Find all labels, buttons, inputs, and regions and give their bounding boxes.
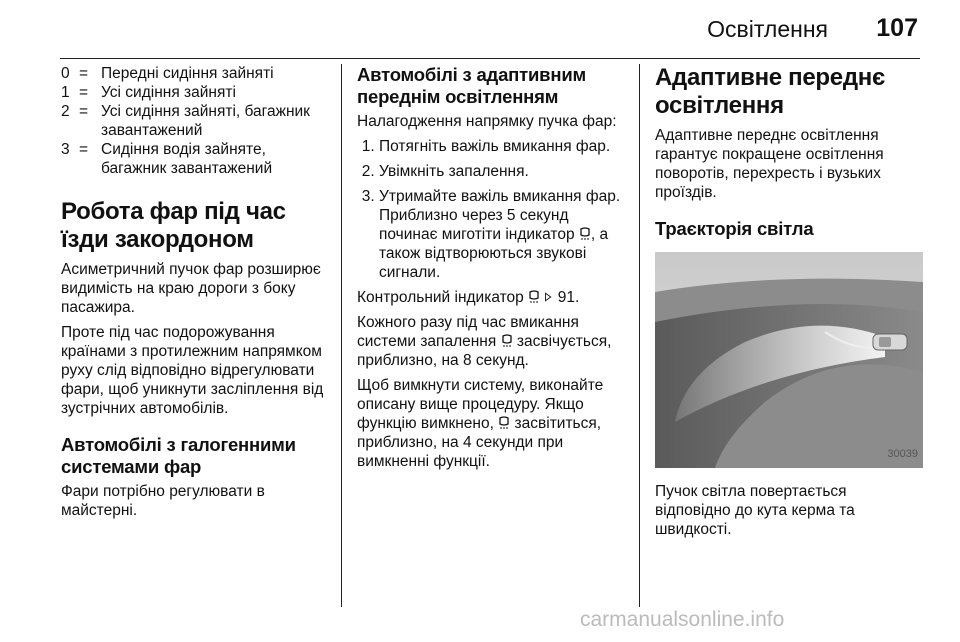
paragraph: Асиметричний пучок фар розширює видимість на краю дороги з боку пасажира.: [61, 261, 321, 316]
step-text: Утримайте важіль вмикання фар. Приблизно через 5 секунд починає миготіти індикатор: [379, 188, 621, 243]
paragraph: Адаптивне переднє освітлення гарантує покращене освітлення поворотів, перехресть і вузьких проїздів.: [655, 127, 884, 201]
legend-text: Передні сидіння зайняті: [101, 65, 274, 82]
column-1: [61, 64, 329, 608]
legend-eq: =: [79, 65, 89, 82]
legend-key: 0: [61, 65, 70, 82]
text-run: Кожного разу під час вмикання системи запалення: [357, 314, 579, 350]
heading-afl: Адаптивне переднє освітлення: [655, 64, 885, 119]
page-number: 107: [876, 14, 918, 42]
paragraph: [357, 288, 625, 307]
paragraph: [357, 313, 625, 370]
text-run: засвітиться, приблизно, на 4 секунди при вимкненні функції.: [357, 415, 602, 470]
legend-item: [61, 64, 329, 83]
text-run: Контрольний індикатор: [357, 289, 524, 306]
headlight-leveling-icon: [579, 227, 591, 241]
legend-item: [61, 140, 329, 178]
column-divider: [341, 64, 342, 607]
step-text: Потягніть важіль вмикання фар.: [379, 138, 611, 155]
page-reference-icon: [544, 290, 553, 304]
column-3: [655, 64, 923, 608]
legend-eq: =: [79, 84, 89, 101]
step-text: , а також відтворюються звукові сигнали.: [379, 226, 609, 281]
watermark: carmanualsonline.info: [580, 608, 785, 631]
legend-text: Усі сидіння зайняті, багажник завантажений: [101, 103, 310, 139]
legend-eq: =: [79, 141, 89, 158]
paragraph: Налагодження напрямку пучка фар:: [357, 113, 617, 130]
figure-number: 30039: [887, 448, 918, 460]
legend-eq: =: [79, 103, 89, 120]
step-text: Увімкніть запалення.: [379, 163, 529, 180]
page-header: [60, 0, 920, 59]
legend-key: 3: [61, 141, 70, 158]
paragraph: Пучок світла повертається відповідно до кута керма та швидкості.: [655, 483, 855, 538]
step-item: [379, 162, 625, 181]
paragraph: Проте під час подорожування країнами з протилежним напрямком руху слід відповідно відрегулювати фари, щоб уникнути засліплення від зустрічних автомобілів.: [61, 324, 324, 417]
headlight-leveling-icon: [501, 334, 513, 348]
paragraph: Фари потрібно регулювати в майстерні.: [61, 483, 265, 519]
legend-key: 1: [61, 84, 70, 101]
legend-text: Сидіння водія зайняте, багажник завантажений: [101, 141, 273, 177]
section-title: Освітлення: [707, 16, 828, 42]
page-reference[interactable]: 91.: [557, 289, 580, 306]
heading-halogen: Автомобілі з галогенними системами фар: [61, 434, 296, 477]
headlight-leveling-icon: [498, 416, 510, 430]
step-item: [379, 137, 625, 156]
heading-adaptive: Автомобілі з адаптивним переднім освітленням: [357, 64, 586, 107]
road-illustration: [655, 252, 923, 468]
text-run: Щоб вимкнути систему, виконайте описану вище процедуру. Якщо функцію вимкнено,: [357, 377, 604, 432]
legend-item: [61, 83, 329, 102]
column-2: [357, 64, 625, 608]
legend-text: Усі сидіння зайняті: [101, 84, 236, 101]
light-trajectory-illustration: [655, 252, 923, 468]
column-divider: [639, 64, 640, 607]
legend-item: [61, 102, 329, 140]
heading-trajectory: Траєкторія світла: [655, 218, 814, 239]
steps-list: [357, 137, 625, 282]
text-run: засвічується, приблизно, на 8 секунд.: [357, 333, 612, 369]
heading-abroad: Робота фар під час їзди закордоном: [61, 198, 286, 253]
legend-list: [61, 64, 329, 178]
headlight-leveling-icon: [528, 290, 540, 304]
paragraph: [357, 376, 625, 471]
legend-key: 2: [61, 103, 70, 120]
step-item: [379, 187, 625, 282]
